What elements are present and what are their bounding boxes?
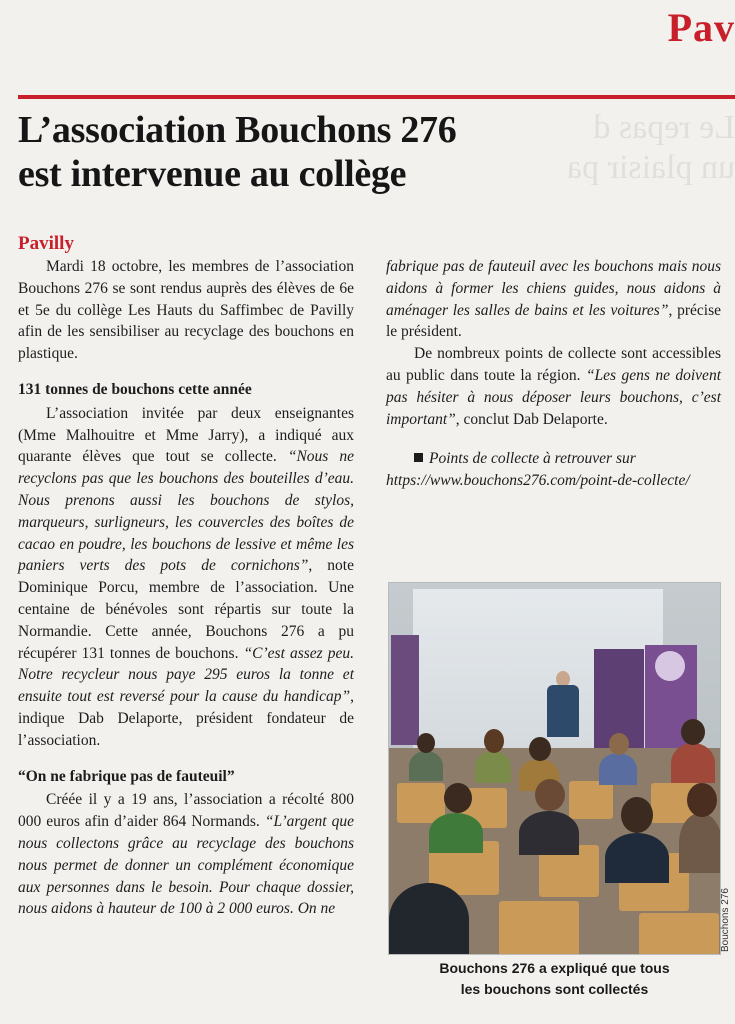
intro-paragraph: Mardi 18 octobre, les membres de l’association Bouchons 276 se sont rendus auprès des élèves de 6e et 5e du collège Les Hauts du Saffimbec de Pavilly afin de les sensibiliser au recyclage des bouchons en plastique.: [18, 258, 354, 363]
subhead: 131 tonnes de bouchons cette année: [18, 380, 252, 398]
pupil-head: [444, 783, 472, 813]
pupil-head: [529, 737, 551, 761]
pupil: [389, 883, 469, 955]
pupil: [409, 751, 443, 781]
chair: [639, 913, 719, 955]
caption-line: les bouchons sont collectés: [460, 981, 649, 997]
pupil: [605, 833, 669, 883]
headline-line: est intervenue au collège: [18, 153, 407, 195]
speaker: [547, 685, 579, 737]
pupil-head: [621, 797, 653, 833]
article-column-1: [18, 256, 354, 920]
chair: [569, 781, 613, 819]
quote-text: “L’argent que nous collectons grâce au recyclage des bouchons nous permet de donner un complément économique aux personnes dans le besoin. Pour chaque dossier, nous aidons à hauteur de 100 à 2 000 euros. On ne: [18, 813, 354, 918]
pupil: [429, 813, 483, 853]
pupil-head: [417, 733, 435, 753]
body-text: , précise le président.: [386, 301, 721, 341]
pupil-head: [535, 779, 565, 811]
section-masthead: Pav: [667, 5, 735, 50]
pupil: [671, 743, 715, 783]
bleed-line: un plaisir pa: [566, 149, 735, 186]
reference-url: https://www.bouchons276.com/point-de-collecte/: [386, 472, 690, 490]
pupil-head: [687, 783, 717, 817]
subhead: “On ne fabrique pas de fauteuil”: [18, 767, 235, 785]
body-text: , conclut Dab Delaporte.: [455, 410, 608, 428]
pupil: [475, 751, 511, 783]
article-column-2: [386, 256, 721, 492]
header-rule: [18, 95, 735, 99]
chair: [499, 901, 579, 955]
pupil-head: [484, 729, 504, 753]
collection-points-reference: [386, 448, 721, 492]
bleed-line: Le repas d: [593, 109, 735, 146]
banner-logo: [655, 651, 685, 681]
pupil: [679, 813, 721, 873]
pupil: [599, 753, 637, 785]
headline-line: L’association Bouchons 276: [18, 109, 457, 151]
body-paragraph: [386, 343, 721, 430]
photo-caption: [388, 958, 721, 1000]
article-photo: [388, 582, 721, 955]
pupil: [519, 811, 579, 855]
pupil-head: [609, 733, 629, 755]
body-paragraph: [18, 789, 354, 920]
caption-line: Bouchons 276 a expliqué que tous: [439, 960, 670, 976]
body-text: , indique Dab Delaporte, président fondateur de l’association.: [18, 688, 354, 749]
photo-credit: Bouchons 276: [720, 888, 731, 952]
body-text: Créée il y a 19 ans, l’association a récolté 800 000 euros afin d’aider 864 Normands.: [18, 791, 354, 831]
body-text: De nombreux points de collecte sont accessibles au public dans toute la région.: [386, 345, 721, 384]
body-text: , note Dominique Porcu, membre de l’association. Une centaine de bénévoles sont répartis sur toute la Normandie. Cette année, Bouchons 276 a pu récupérer 131 tonnes de bouchons.: [18, 557, 354, 662]
quote-text: “Nous ne recyclons pas que les bouchons des bouteilles d’eau. Nous prenons aussi les bouchons de stylos, marqueurs, surligneurs, les couvercles des boîtes de cacao en poudre, les bouchons de lessive et même les paniers verts des pots de cornichons”: [18, 448, 354, 575]
dateline: Pavilly: [18, 233, 74, 254]
quote-text: “Les gens ne doivent pas hésiter à nous déposer leurs bouchons, c’est important”: [386, 366, 721, 428]
body-text: L’association invitée par deux enseignantes (Mme Malhouitre et Mme Jarry), a indiqué aux quarante élèves que tout se collecte.: [18, 404, 354, 466]
quote-text: fabrique pas de fauteuil avec les bouchons mais nous aidons à former les chiens guides, nous aidons à aménager les salles de bains et les voitures”: [386, 258, 721, 319]
body-paragraph: [18, 403, 354, 752]
pupil-head: [681, 719, 705, 745]
roll-up-banner: [391, 635, 419, 745]
reference-label: Points de collecte à retrouver sur: [429, 450, 636, 468]
square-bullet-icon: [414, 453, 423, 462]
article-headline: [18, 108, 578, 196]
body-paragraph: [386, 256, 721, 343]
quote-text: “C’est assez peu. Notre recycleur nous paye 295 euros la tonne et ensuite tout est reversé pour la cause du handicap”: [18, 644, 355, 706]
